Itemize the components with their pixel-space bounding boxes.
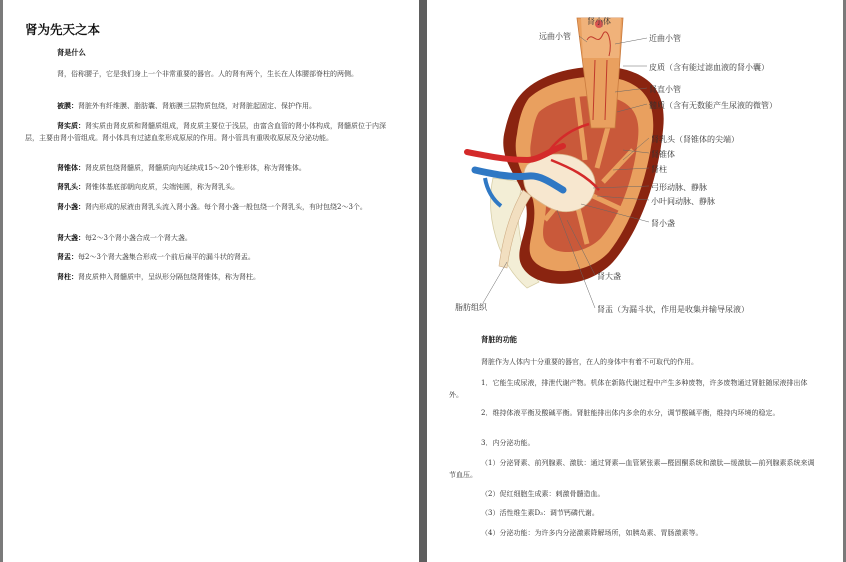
section-heading: 肾是什么	[57, 48, 86, 57]
definition-paragraph	[25, 201, 397, 213]
label-arcuate-vessels: 弓形动脉、静脉	[651, 183, 707, 192]
function-subitem: （1）分泌肾素、前列腺素、激肽：通过肾素—血管紧张素—醛固酮系统和激肽—缓激肽—前列腺素系统来调节血压。	[449, 459, 815, 479]
label-minor-calyx: 肾小盏	[651, 219, 675, 228]
definition-term: 肾盂：	[57, 252, 78, 261]
label-proximal-tubule: 近曲小管	[649, 34, 681, 43]
definition-text: 肾皮质伸入肾髓质中，呈纵形分隔包绕肾锥体，称为肾柱。	[78, 273, 260, 281]
definition-text: 肾脏外有纤维膜、脂肪囊、肾筋膜三层物质包绕，对肾脏起固定、保护作用。	[78, 102, 316, 110]
definition-term: 肾实质：	[57, 121, 85, 130]
page-gutter	[419, 0, 427, 562]
definition-term: 肾大盏：	[57, 233, 85, 242]
function-item: 3．内分泌功能。	[481, 439, 535, 447]
label-interlobular-vessels: 小叶间动脉、静脉	[651, 197, 715, 206]
definition-text: 肾实质由肾皮质和肾髓质组成，肾皮质主要位于浅层，由富含血管的肾小体构成，肾髓质位于内深层，主要由肾小管组成。肾小体具有过滤血浆形成原尿的作用。肾小管具有重吸收原尿及分泌功能。	[25, 122, 386, 142]
label-medulla: 髓质（含有无数能产生尿液的微管）	[649, 101, 777, 110]
function-subitem: （3）活性维生素D₃：调节钙磷代谢。	[481, 509, 599, 517]
definition-term: 肾柱：	[57, 272, 78, 281]
document-page-right	[427, 0, 843, 562]
kidney-anatomy-figure	[427, 0, 843, 322]
definition-paragraph	[25, 181, 397, 193]
label-renal-corpuscle: 肾小体	[587, 17, 611, 26]
label-fat-tissue: 脂肪组织	[455, 303, 487, 312]
definition-term: 肾小盏：	[57, 202, 85, 211]
function-subitem: （4）分泌功能：为许多内分泌激素降解场所，如胰岛素、胃肠激素等。	[481, 529, 703, 537]
definition-paragraph	[25, 271, 397, 283]
function-item: 1．它能生成尿液，排泄代谢产物。机体在新陈代谢过程中产生多种废物，许多废物通过肾脏随尿液排出体外。	[449, 379, 808, 399]
intro-paragraph: 肾脏作为人体内十分重要的器官，在人的身体中有着不可取代的作用。	[481, 358, 698, 366]
label-papilla: 肾乳头（肾锥体的尖端）	[651, 135, 739, 144]
label-straight-tubule: 肾直小管	[649, 85, 681, 94]
definition-text: 肾锥体基底部朝向皮质，尖端钝圆，称为肾乳头。	[85, 183, 239, 191]
definition-term: 肾锥体：	[57, 163, 85, 172]
label-cortex: 皮质（含有能过滤血液的肾小囊）	[649, 63, 769, 72]
definition-paragraph	[25, 232, 397, 244]
definition-paragraph	[25, 120, 397, 144]
label-pyramid: 肾锥体	[651, 150, 675, 159]
definition-text: 每2～3个肾大盏集合形成一个前后扁平的漏斗状的肾盂。	[78, 253, 255, 261]
definition-text: 肾内形成的尿液由肾乳头流入肾小盏。每个肾小盏一般包绕一个肾乳头，有时包绕2～3个。	[85, 203, 367, 211]
definition-paragraph	[25, 251, 397, 263]
label-distal-tubule: 远曲小管	[539, 32, 571, 41]
document-page-left	[3, 0, 419, 562]
definition-paragraph	[25, 100, 397, 112]
definition-term: 肾乳头：	[57, 182, 85, 191]
definition-paragraph	[25, 162, 397, 174]
definition-text: 肾皮质包绕肾髓质，肾髓质向内延续成15～20个锥形体，称为肾锥体。	[85, 164, 306, 172]
label-pelvis: 肾盂（为漏斗状，作用是收集并输导尿液）	[597, 305, 749, 314]
function-subitem: （2）促红细胞生成素：刺激骨髓造血。	[481, 490, 605, 498]
intro-paragraph: 肾，俗称腰子，它是我们身上一个非常重要的器官。人的肾有两个，生长在人体腰部脊柱的两侧。	[57, 70, 358, 78]
definition-term: 被膜：	[57, 101, 78, 110]
definition-text: 每2～3个肾小盏合成一个肾大盏。	[85, 234, 192, 242]
section-heading: 肾脏的功能	[481, 335, 517, 344]
page-title: 肾为先天之本	[25, 22, 101, 37]
function-item: 2．维持体液平衡及酸碱平衡。肾脏能排出体内多余的水分，调节酸碱平衡，维持内环境的稳定。	[481, 409, 780, 417]
label-column: 肾柱	[651, 165, 667, 174]
label-major-calyx: 肾大盏	[597, 272, 621, 281]
